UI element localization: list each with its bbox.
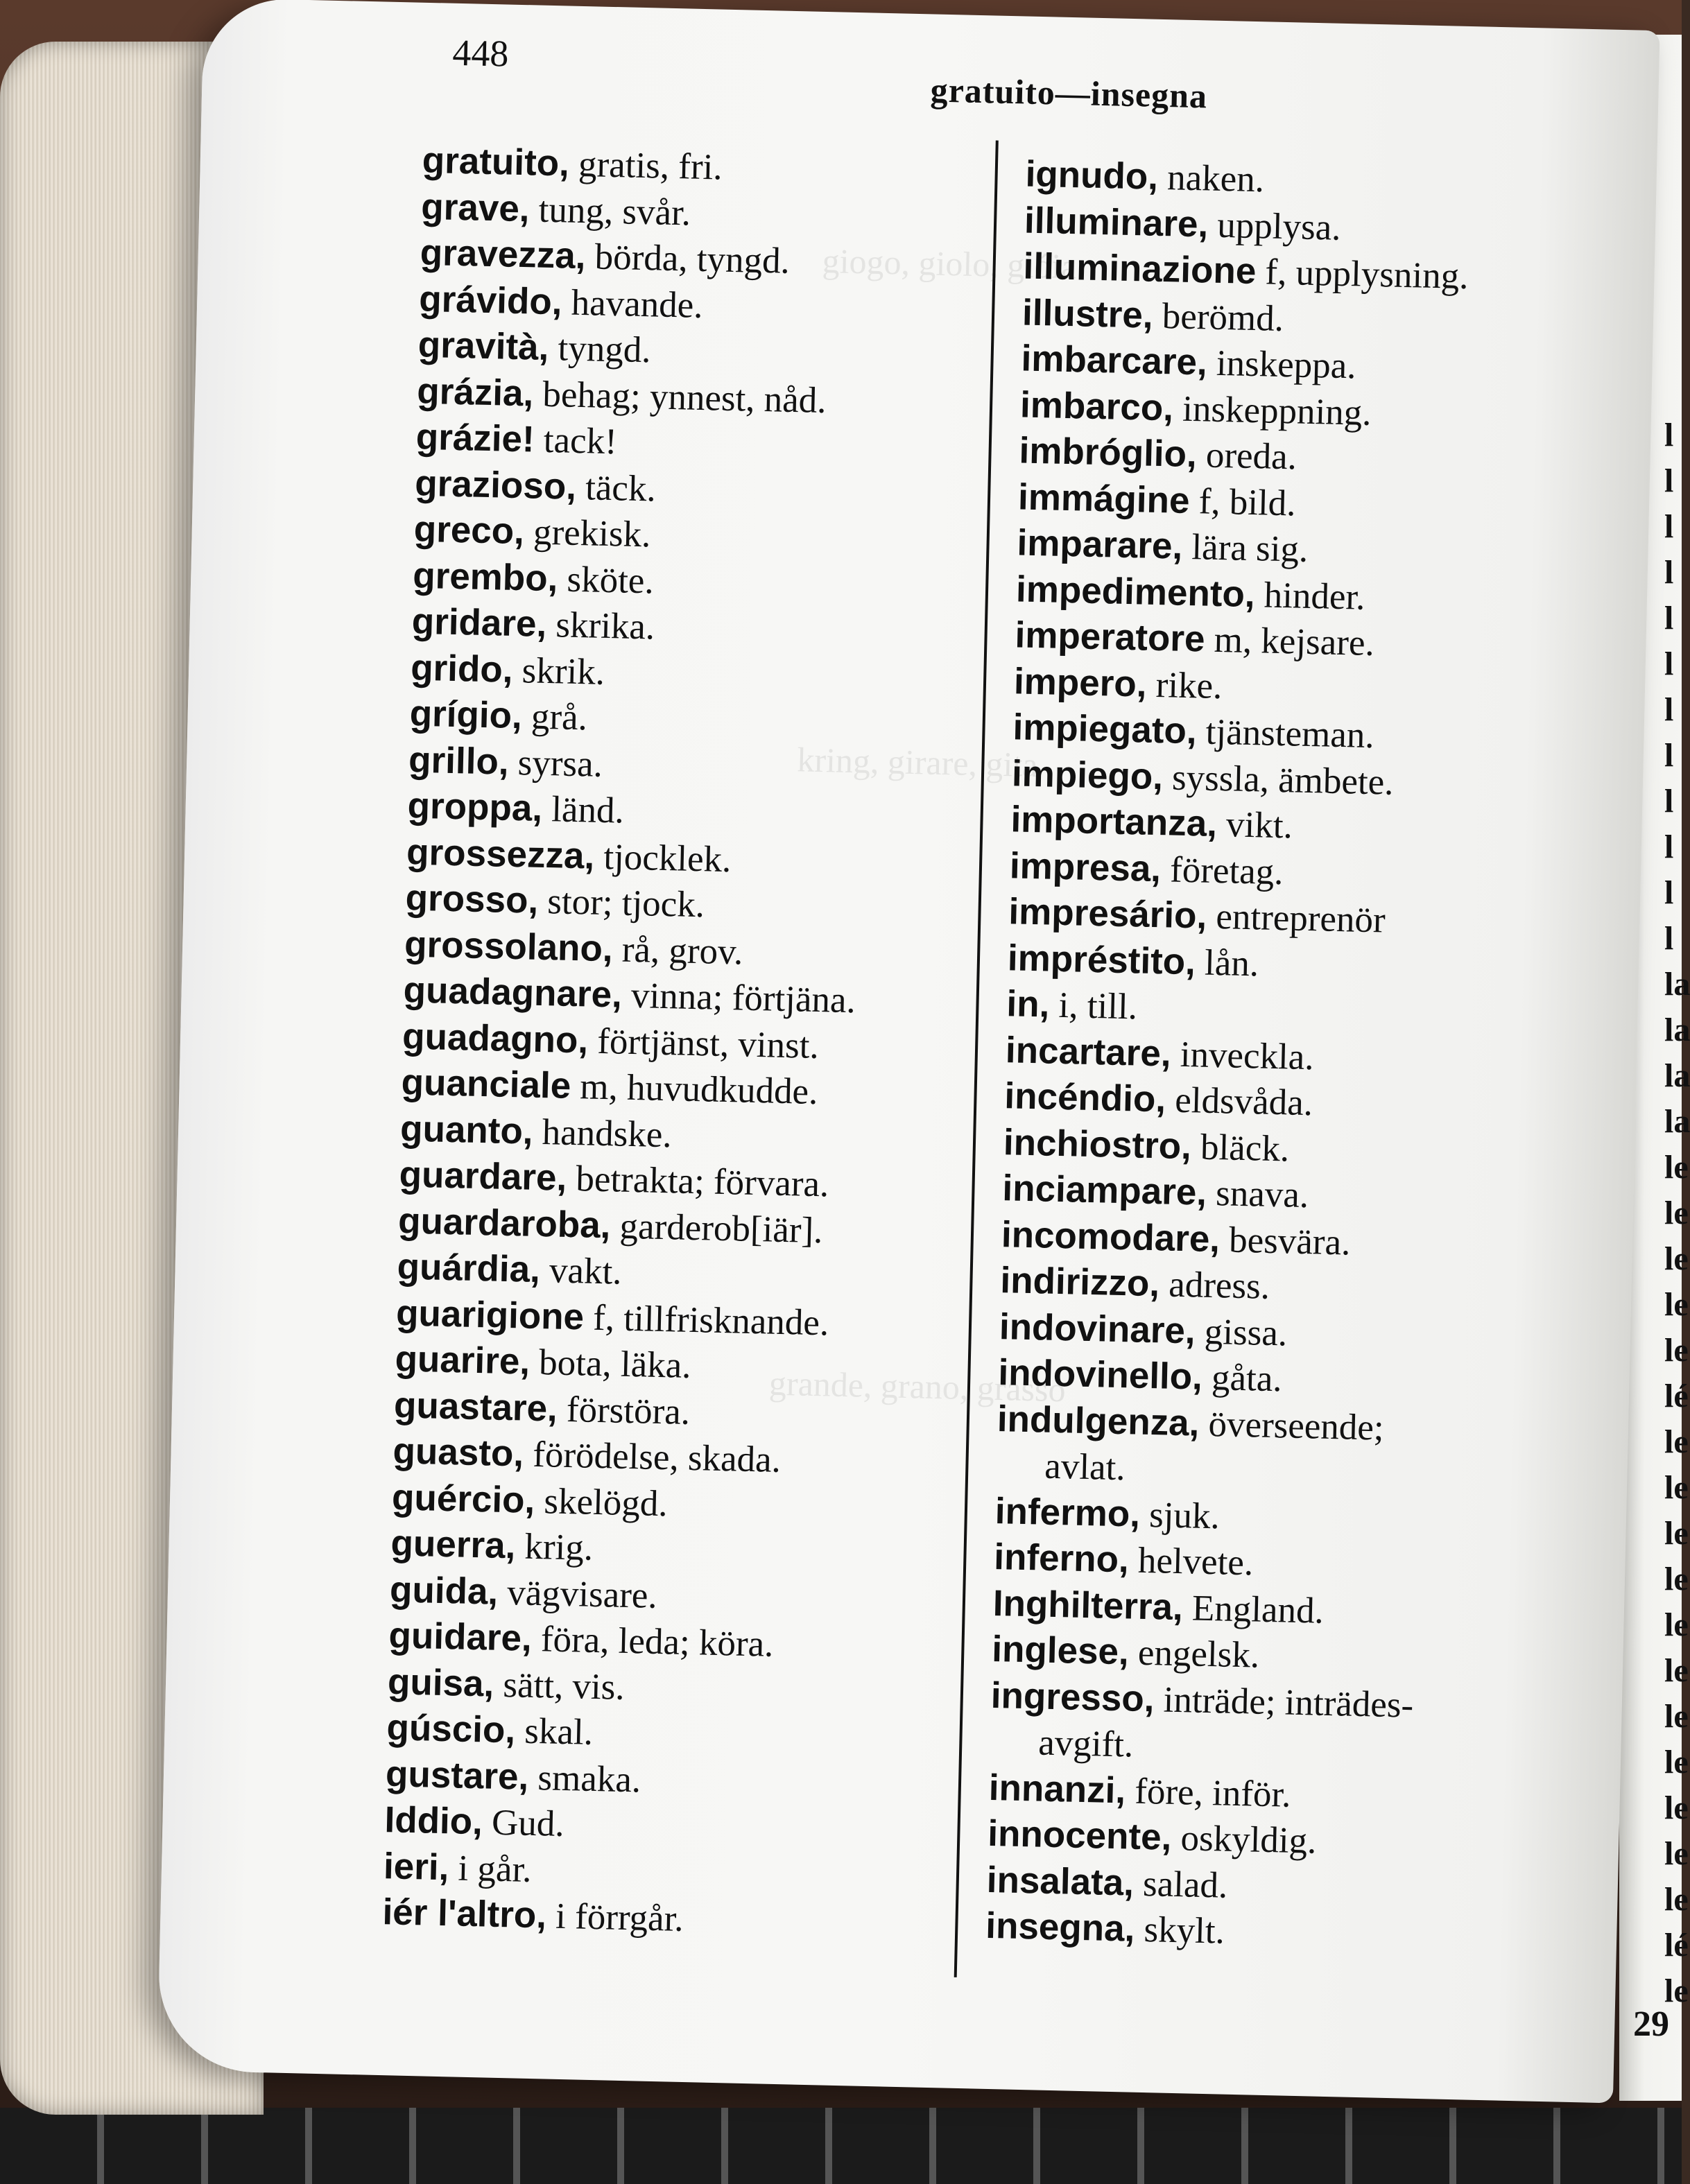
entry-headword: grazioso,: [414, 462, 577, 508]
entry-definition: salad.: [1133, 1863, 1228, 1906]
entry-headword: gravità,: [417, 324, 550, 368]
facing-page-letter: l: [1664, 783, 1674, 820]
entry-headword: grígio,: [409, 693, 523, 737]
entry-definition: f, bild.: [1189, 480, 1297, 523]
facing-page-letter: le: [1664, 1332, 1689, 1369]
facing-page-letter: le: [1664, 1789, 1689, 1826]
entry-headword: inglese,: [991, 1628, 1130, 1673]
right-column: [985, 152, 1650, 1964]
entry-headword: indovinello,: [997, 1352, 1203, 1398]
entry-definition: skelögd.: [534, 1480, 669, 1524]
entry-headword: indulgenza,: [997, 1398, 1200, 1444]
entry-definition: förödelse, skada.: [523, 1434, 782, 1480]
entry-definition: m, huvudkudde.: [570, 1066, 818, 1113]
entry-headword: indirizzo,: [999, 1260, 1160, 1305]
entry-definition: sköte.: [557, 558, 655, 601]
entry-headword: Inghilterra,: [992, 1582, 1184, 1628]
facing-page-letter: l: [1664, 874, 1674, 911]
facing-page-letter: le: [1664, 1744, 1689, 1780]
running-head: gratuito—insegna: [930, 70, 1208, 116]
entry-definition: tyngd.: [548, 327, 652, 371]
entry-definition: i går.: [448, 1847, 533, 1890]
entry-definition: oskyldig.: [1171, 1817, 1318, 1862]
entry-headword: incomodare,: [1001, 1213, 1221, 1260]
entry-definition: adress.: [1159, 1264, 1270, 1307]
entry-definition: lära sig.: [1182, 526, 1309, 570]
entry-definition: skrik.: [512, 650, 605, 693]
facing-page-letter: l: [1664, 829, 1674, 865]
entry-headword: groppa,: [407, 785, 543, 829]
entry-definition: tjänsteman.: [1196, 711, 1375, 756]
entry-definition: länd.: [542, 788, 625, 831]
entry-headword: imbarco,: [1019, 383, 1174, 428]
entry-definition: tack!: [534, 419, 618, 462]
entry-headword: guadagno,: [402, 1015, 589, 1061]
entry-headword: imbarcare,: [1021, 338, 1208, 383]
entry-definition: smaka.: [528, 1757, 641, 1801]
entry-headword: insegna,: [985, 1905, 1136, 1950]
entry-definition: f, upplysning.: [1255, 252, 1469, 297]
entry-definition: sätt, vis.: [493, 1664, 626, 1708]
facing-page-letter: le: [1664, 1149, 1689, 1186]
entry-headword: iér l'altro,: [381, 1891, 547, 1936]
facing-page-letter: le: [1664, 1195, 1689, 1231]
entry-definition: m, kejsare.: [1204, 619, 1375, 664]
entry-headword: grave,: [420, 186, 531, 229]
entry-headword: guasto,: [393, 1430, 524, 1475]
entry-definition: förstöra.: [557, 1389, 691, 1432]
entry-headword: gratuito,: [422, 139, 570, 184]
entry-definition: lån.: [1195, 942, 1259, 984]
entry-headword: grido,: [410, 647, 514, 691]
show-through-text: grande, grano, grasso: [768, 1363, 1067, 1410]
entry-definition: handske.: [532, 1111, 673, 1155]
entry-definition: förtjänst, vinst.: [587, 1021, 820, 1066]
facing-page-letter: le: [1664, 1835, 1689, 1872]
left-column: [382, 138, 1019, 1949]
entry-definition: f, tillfrisknande.: [583, 1297, 829, 1343]
entry-definition: inträde; inträdes-: [1153, 1679, 1414, 1726]
entry-headword: guardare,: [399, 1154, 567, 1199]
facing-page-letter: lé: [1664, 1927, 1689, 1964]
facing-page-letter: l: [1664, 645, 1674, 682]
entry-headword: guanciale: [401, 1061, 571, 1107]
entry-headword: guadagnare,: [403, 969, 623, 1016]
entry-definition: vägvisare.: [497, 1572, 658, 1616]
entry-definition: avlat.: [1044, 1446, 1126, 1489]
entry-headword: grossezza,: [406, 831, 595, 877]
facing-page-letter: le: [1664, 1240, 1689, 1277]
entry-headword: guárdia,: [397, 1246, 541, 1291]
entry-definition: rå, grov.: [612, 928, 744, 973]
facing-page-letter: l: [1664, 920, 1674, 957]
entry-headword: insalata,: [986, 1859, 1135, 1904]
entry-definition: havande.: [561, 281, 704, 326]
entry-definition: inskeppning.: [1173, 388, 1372, 433]
entry-definition: före, inför.: [1125, 1770, 1292, 1815]
entry-definition: eldsvåda.: [1165, 1080, 1313, 1124]
entry-definition: grekisk.: [524, 512, 652, 555]
entry-definition: avgift.: [1037, 1722, 1134, 1765]
entry-definition: entreprenör: [1206, 896, 1386, 941]
entry-headword: illuminazione: [1023, 245, 1257, 293]
entry-headword: impresa,: [1009, 844, 1162, 890]
entry-definition: bläck.: [1191, 1126, 1290, 1169]
entry-headword: guardaroba,: [397, 1199, 612, 1246]
entry-definition: gåta.: [1202, 1357, 1283, 1400]
facing-page-letter: l: [1664, 508, 1674, 545]
facing-page-letter: le: [1664, 1881, 1689, 1918]
facing-page-letter: le: [1664, 1698, 1689, 1735]
entry-definition: garderob[iär].: [610, 1205, 824, 1251]
entry-definition: grå.: [521, 696, 588, 738]
entry-definition: snava.: [1206, 1172, 1309, 1216]
entry-definition: vinna; förtjäna.: [621, 975, 856, 1021]
entry-headword: grossolano,: [404, 923, 614, 969]
entry-headword: imbróglio,: [1018, 430, 1198, 476]
facing-page-letter: l: [1664, 600, 1674, 636]
entry-definition: inveckla.: [1170, 1034, 1315, 1077]
entry-headword: guerra,: [390, 1523, 516, 1567]
entry-headword: illuminare,: [1024, 199, 1209, 245]
entry-headword: impréstito,: [1007, 937, 1196, 982]
entry-definition: föra, leda; köra.: [531, 1618, 775, 1665]
entry-headword: incartare,: [1005, 1029, 1172, 1075]
entry-headword: indovinare,: [999, 1306, 1196, 1351]
entry-headword: impedimento,: [1015, 568, 1256, 615]
entry-definition: vakt.: [540, 1250, 623, 1292]
entry-definition: sjuk.: [1139, 1494, 1221, 1536]
entry-definition: hinder.: [1254, 574, 1366, 618]
entry-headword: impresário,: [1008, 891, 1207, 937]
entry-definition: inskeppa.: [1207, 343, 1357, 387]
entry-headword: guisa,: [387, 1661, 494, 1705]
entry-definition: behag; ynnest, nåd.: [533, 373, 827, 421]
entry-headword: impero,: [1013, 660, 1148, 705]
entry-definition: i förrgår.: [546, 1896, 684, 1939]
show-through-text: kring, girare, gita: [796, 740, 1039, 785]
entry-headword: imperatore: [1014, 614, 1206, 660]
facing-page-letter: la: [1664, 1012, 1690, 1048]
entry-definition: rike.: [1146, 664, 1223, 707]
entry-headword: innanzi,: [988, 1767, 1126, 1811]
facing-page-letter: lé: [1664, 1378, 1689, 1414]
entry-definition: naken.: [1157, 157, 1265, 200]
entry-definition: tjocklek.: [594, 836, 732, 880]
dictionary-page: [157, 0, 1659, 2103]
entry-definition: skal.: [515, 1710, 594, 1753]
entry-headword: Iddio,: [383, 1799, 483, 1843]
entry-definition: helvete.: [1128, 1540, 1254, 1584]
entry-headword: grázia,: [416, 370, 534, 414]
facing-page-letter: le: [1664, 1652, 1689, 1689]
facing-page-letter: le: [1664, 1973, 1689, 2009]
facing-page-number: 29: [1633, 2004, 1669, 2044]
entry-headword: impiegato,: [1012, 707, 1198, 752]
entry-definition: gissa.: [1194, 1310, 1288, 1353]
facing-page-letter: l: [1664, 554, 1674, 591]
entry-headword: ingresso,: [990, 1674, 1155, 1719]
facing-page-letters: [1664, 416, 1690, 2018]
entry-headword: guarigione: [395, 1292, 585, 1337]
entry-headword: innocente,: [987, 1812, 1173, 1858]
entry-headword: importanza,: [1010, 799, 1218, 845]
facing-page-letter: le: [1664, 1286, 1689, 1323]
entry-headword: infermo,: [994, 1490, 1141, 1535]
entry-definition: oreda.: [1196, 435, 1297, 478]
entry-definition: upplysa.: [1207, 205, 1342, 248]
entry-definition: stor; tjock.: [537, 881, 705, 926]
entry-definition: företag.: [1160, 849, 1284, 892]
entry-definition: vikt.: [1216, 804, 1293, 847]
entry-definition: bota, läka.: [529, 1342, 692, 1386]
entry-definition: besvära.: [1219, 1219, 1352, 1263]
entry-headword: in,: [1006, 983, 1051, 1025]
facing-page-letter: la: [1664, 1057, 1690, 1094]
entry-definition: skrika.: [546, 605, 655, 648]
page-number: 448: [451, 31, 510, 75]
entry-definition: täck.: [576, 467, 657, 510]
entry-definition: berömd.: [1152, 295, 1284, 339]
facing-page-letter: l: [1664, 737, 1674, 774]
entry-headword: impiego,: [1011, 752, 1164, 797]
entry-headword: guidare,: [388, 1615, 533, 1659]
facing-page-letter: le: [1664, 1515, 1689, 1552]
entry-definition: i, till.: [1049, 985, 1138, 1028]
entry-headword: gridare,: [411, 600, 547, 645]
facing-page-letter: l: [1664, 417, 1674, 453]
entry-definition: Gud.: [482, 1802, 565, 1845]
entry-definition: betrakta; förvara.: [566, 1158, 829, 1205]
entry-definition: England.: [1182, 1587, 1325, 1631]
bottom-surface: [0, 2108, 1682, 2184]
entry-headword: grillo,: [408, 739, 510, 783]
show-through-text: giogo, giolo, gióia: [822, 241, 1078, 286]
entry-headword: gúscio,: [386, 1707, 516, 1751]
entry-definition: börda, tyngd.: [585, 236, 791, 281]
facing-page-letter: le: [1664, 1606, 1689, 1643]
facing-page-letter: l: [1664, 691, 1674, 728]
entry-definition: skylt.: [1134, 1909, 1225, 1952]
entry-headword: grázie!: [415, 416, 535, 460]
facing-page-letter: l: [1664, 462, 1674, 499]
facing-page-letter: le: [1664, 1469, 1689, 1506]
entry-headword: guida,: [389, 1568, 499, 1613]
entry-definition: gratis, fri.: [569, 144, 723, 188]
entry-headword: guércio,: [391, 1476, 535, 1521]
entry-definition: överseende;: [1198, 1403, 1385, 1448]
facing-page-letter: la: [1664, 966, 1690, 1003]
entry-headword: inciampare,: [1001, 1168, 1207, 1213]
facing-page-letter: la: [1664, 1103, 1690, 1140]
entry-headword: immágine: [1017, 476, 1191, 521]
entry-definition: tung, svår.: [528, 189, 691, 234]
entry-headword: illustre,: [1021, 291, 1154, 336]
entry-definition: syssla, ämbete.: [1162, 756, 1395, 803]
entry-headword: incéndio,: [1003, 1075, 1166, 1120]
entry-headword: gustare,: [385, 1753, 529, 1798]
entry-headword: inchiostro,: [1003, 1121, 1192, 1167]
facing-page-letter: le: [1664, 1423, 1689, 1460]
entry-headword: grávido,: [418, 278, 563, 322]
entry-headword: ignudo,: [1025, 153, 1159, 198]
entry-headword: guastare,: [393, 1384, 558, 1430]
entry-headword: greco,: [413, 508, 525, 553]
entry-headword: grosso,: [405, 877, 539, 921]
entry-headword: imparare,: [1016, 522, 1183, 567]
entry-headword: gravezza,: [420, 232, 587, 277]
entry-headword: ieri,: [383, 1845, 450, 1888]
entry-headword: inferno,: [993, 1536, 1130, 1581]
entry-headword: guanto,: [399, 1107, 534, 1152]
facing-page-letter: le: [1664, 1561, 1689, 1597]
entry-headword: guarire,: [395, 1338, 531, 1383]
entry-definition: engelsk.: [1128, 1632, 1260, 1676]
entry-headword: grembo,: [412, 555, 559, 599]
entry-definition: krig.: [515, 1526, 594, 1568]
entry-definition: syrsa.: [508, 742, 603, 785]
